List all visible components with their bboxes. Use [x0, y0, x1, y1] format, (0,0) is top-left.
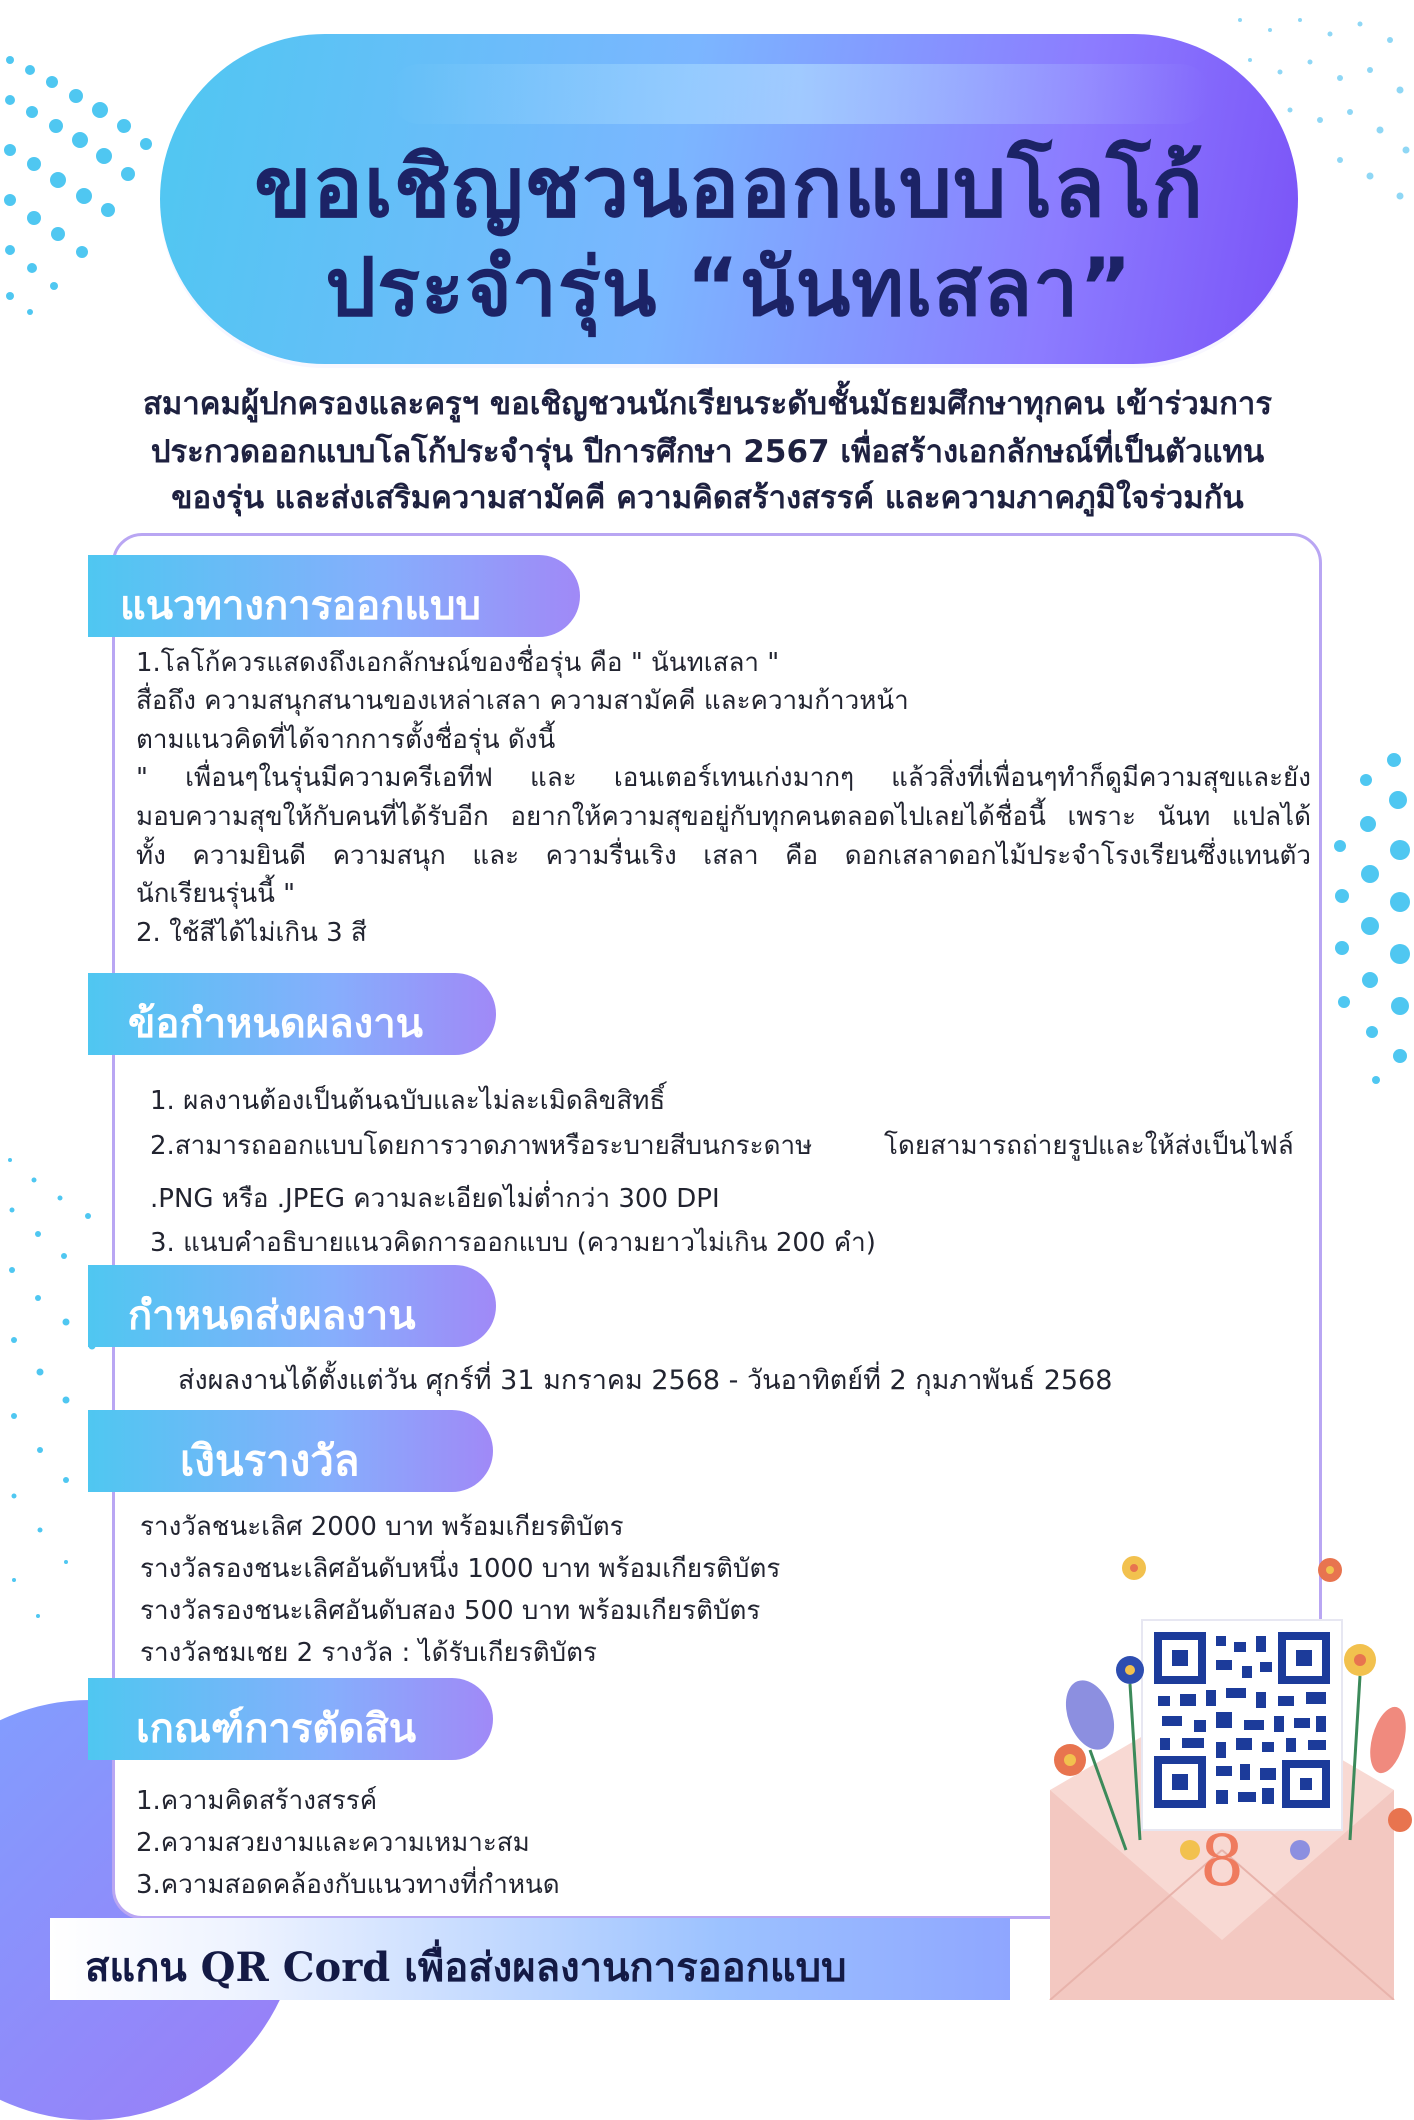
section-heading-requirements-label: ข้อกำหนดผลงาน	[128, 1001, 424, 1047]
design-line-5: มอบความสุขให้กับคนที่ได้รับอีก อยากให้ความสุขอยู่กับทุกคนตลอดไปเลยได้ชื่อนี้ เพราะ นันท แปลได้	[136, 802, 1311, 832]
design-line-1: 1.โลโก้ควรแสดงถึงเอกลักษณ์ของชื่อรุ่น คือ " นันทเสลา "	[136, 648, 780, 678]
prize-line-2: รางวัลรองชนะเลิศอันดับหนึ่ง 1000 บาท พร้อมเกียรติบัตร	[140, 1554, 781, 1584]
prize-line-4: รางวัลชมเชย 2 รางวัล : ได้รับเกียรติบัตร	[140, 1638, 597, 1668]
design-line-4: " เพื่อนๆในรุ่นมีความครีเอทีฟ และ เอนเตอร์เทนเก่งมากๆ แล้วสิ่งที่เพื่อนๆทำก็ดูมีความสุขและยัง	[136, 763, 1311, 793]
section-heading-deadline	[88, 1265, 496, 1347]
section-heading-design	[88, 555, 580, 637]
intro-line-2: ประกวดออกแบบโลโก้ประจำรุ่น ปีการศึกษา 2567 เพื่อสร้างเอกลักษณ์ที่เป็นตัวแทน	[150, 434, 1265, 470]
intro-line-1: สมาคมผู้ปกครองและครูฯ ขอเชิญชวนนักเรียนระดับชั้นมัธยมศึกษาทุกคน เข้าร่วมการ	[143, 386, 1272, 422]
title-line-1: ขอเชิญชวนออกแบบโลโก้	[254, 138, 1204, 236]
halftone-dots-right	[1316, 740, 1414, 1100]
requirements-line-4: 3. แนบคำอธิบายแนวคิดการออกแบบ (ความยาวไม่เกิน 200 คำ)	[150, 1228, 876, 1258]
section-heading-criteria-label: เกณฑ์การตัดสิน	[136, 1706, 417, 1752]
section-heading-requirements	[88, 973, 496, 1055]
title-glow	[390, 64, 1210, 124]
criteria-line-3: 3.ความสอดคล้องกับแนวทางที่กำหนด	[136, 1870, 560, 1900]
requirements-line-1: 1. ผลงานต้องเป็นต้นฉบับและไม่ละเมิดลิขสิทธิ์	[150, 1086, 666, 1116]
requirements-line-2b: โดยสามารถถ่ายรูปและให้ส่งเป็นไฟล์	[884, 1131, 1294, 1161]
section-heading-deadline-label: กำหนดส่งผลงาน	[128, 1293, 416, 1339]
title-line-2: ประจำรุ่น “นันทเสลา”	[325, 241, 1133, 334]
footer-cta: สแกน QR Cord เพื่อส่งผลงานการออกแบบ	[85, 1944, 847, 1991]
requirements-line-2a: 2.สามารถออกแบบโดยการวาดภาพหรือระบายสีบนกระดาษ	[150, 1131, 813, 1161]
criteria-line-1: 1.ความคิดสร้างสรรค์	[136, 1786, 378, 1816]
section-heading-prize-label: เงินรางวัล	[180, 1436, 360, 1485]
section-heading-prize	[88, 1410, 493, 1492]
prize-line-1: รางวัลชนะเลิศ 2000 บาท พร้อมเกียรติบัตร	[140, 1512, 624, 1542]
criteria-line-2: 2.ความสวยงามและความเหมาะสม	[136, 1828, 530, 1858]
section-heading-design-label: แนวทางการออกแบบ	[120, 583, 481, 629]
envelope-number: 8	[1199, 1820, 1245, 1902]
design-line-3: ตามแนวคิดที่ได้จากการตั้งชื่อรุ่น ดังนี้	[136, 725, 556, 755]
section-heading-criteria	[88, 1678, 493, 1760]
intro-line-3: ของรุ่น และส่งเสริมความสามัคคี ความคิดสร้างสรรค์ และความภาคภูมิใจร่วมกัน	[171, 480, 1244, 516]
qr-envelope-illustration	[1030, 1520, 1414, 2000]
prize-line-3: รางวัลรองชนะเลิศอันดับสอง 500 บาท พร้อมเกียรติบัตร	[140, 1596, 761, 1626]
design-line-6: ทั้ง ความยินดี ความสนุก และ ความรื่นเริง เสลา คือ ดอกเสลาดอกไม้ประจำโรงเรียนซึ่งแทนตัว	[136, 841, 1311, 871]
design-line-7: นักเรียนรุ่นนี้ "	[136, 879, 296, 909]
deadline-text: ส่งผลงานได้ตั้งแต่วัน ศุกร์ที่ 31 มกราคม 2568 - วันอาทิตย์ที่ 2 กุมภาพันธ์ 2568	[178, 1365, 1113, 1396]
design-line-2: สื่อถึง ความสนุกสนานของเหล่าเสลา ความสามัคคี และความก้าวหน้า	[136, 686, 909, 716]
requirements-line-3: .PNG หรือ .JPEG ความละเอียดไม่ต่ำกว่า 300 DPI	[150, 1184, 720, 1214]
title-banner	[160, 34, 1298, 364]
design-line-8: 2. ใช้สีได้ไม่เกิน 3 สี	[136, 918, 367, 948]
